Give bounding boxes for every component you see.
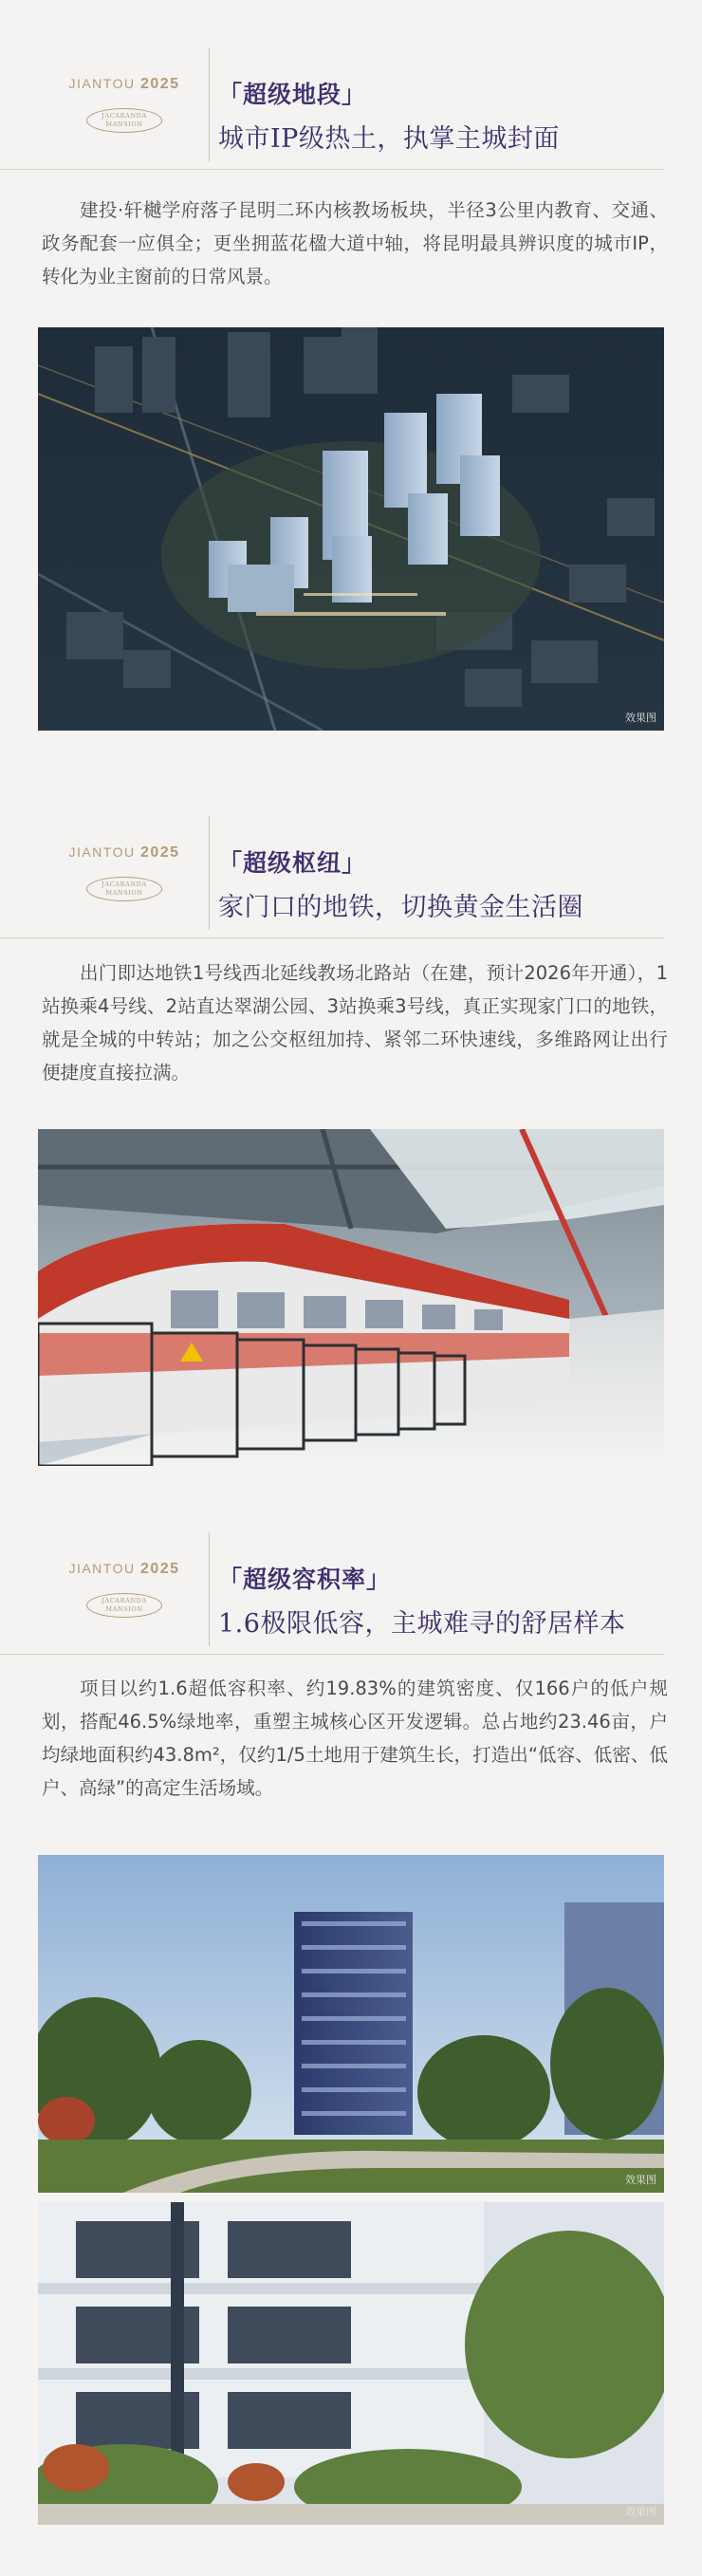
brand-mark [63, 76, 186, 133]
section-title: 「超级枢纽」 [218, 849, 367, 877]
divider-vertical [209, 1532, 210, 1646]
brand-logo: JIANTOU 2025 [68, 844, 180, 861]
tower-render-image [38, 1855, 664, 2193]
brand-logo: JIANTOU 2025 [68, 1561, 180, 1577]
building-facade-image [38, 2202, 664, 2525]
aerial-render-image [38, 327, 664, 731]
render-watermark: 效果图 [625, 712, 656, 724]
section-subtitle: 家门口的地铁，切换黄金生活圈 [218, 893, 583, 922]
section-header [0, 1542, 702, 1656]
section-title: 「超级地段」 [218, 81, 367, 108]
section-body: 出门即达地铁1号线西北延线教场北路站（在建，预计2026年开通），1站换乘4号线、2站直达翠湖公园、3站换乘3号线，真正实现家门口的地铁，就是全城的中转站；加之公交枢纽加持、紧邻二环快速线，多维路网让出行便捷度直接拉满。 [42, 962, 668, 1084]
brand-mark [63, 844, 186, 901]
divider-vertical [209, 47, 210, 161]
divider-horizontal [0, 169, 664, 170]
section-header [0, 825, 702, 939]
brand-emblem: JACARANDA MANSION [86, 108, 162, 133]
divider-horizontal [0, 1654, 664, 1655]
render-watermark: 效果图 [625, 2506, 656, 2518]
brand-emblem: JACARANDA MANSION [86, 1593, 162, 1618]
brand-emblem: JACARANDA MANSION [86, 877, 162, 901]
section-subtitle: 1.6极限低容，主城难寻的舒居样本 [218, 1609, 626, 1639]
brand-mark [63, 1561, 186, 1618]
brand-logo: JIANTOU 2025 [68, 76, 180, 92]
divider-horizontal [0, 937, 664, 938]
section-header [0, 57, 702, 171]
section-body: 建投·轩樾学府落子昆明二环内核教场板块，半径3公里内教育、交通、政务配套一应俱全；更坐拥蓝花楹大道中轴，将昆明最具辨识度的城市IP，转化为业主窗前的日常风景。 [42, 199, 668, 287]
metro-train-image [38, 1129, 664, 1466]
render-watermark: 效果图 [625, 2174, 656, 2186]
section-body: 项目以约1.6超低容积率、约19.83%的建筑密度、仅166户的低户规划，搭配46.5%绿地率，重塑主城核心区开发逻辑。总占地约23.46亩，户均绿地面积约43.8m²，仅约1/5土地用于建筑生长，打造出“低容、低密、低户、高绿”的高定生活场域。 [42, 1677, 668, 1799]
section-subtitle: 城市IP级热土，执掌主城封面 [218, 124, 560, 154]
section-title: 「超级容积率」 [218, 1566, 392, 1593]
divider-vertical [209, 816, 210, 930]
